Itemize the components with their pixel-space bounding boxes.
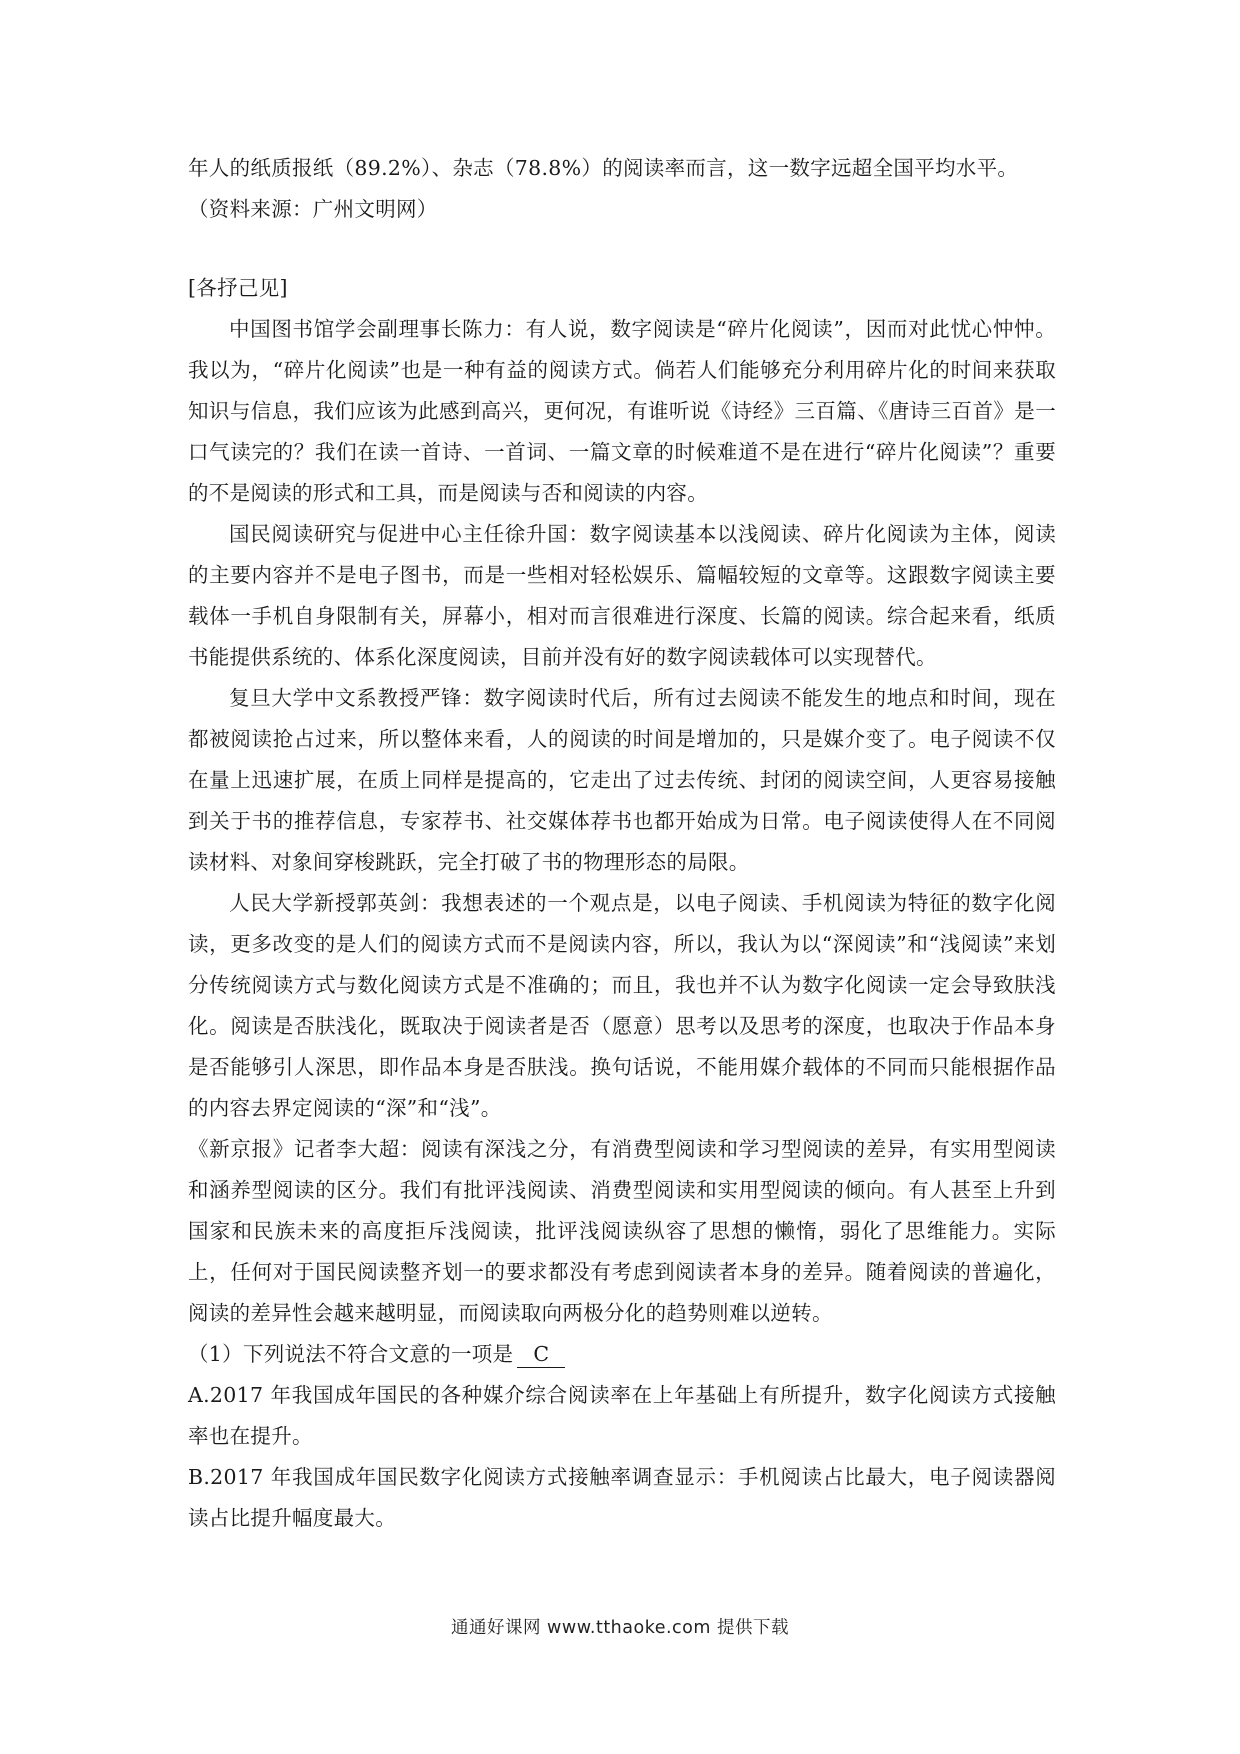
question-1 bbox=[188, 1334, 1056, 1375]
option-a: A.2017 年我国成年国民的各种媒介综合阅读率在上年基础上有所提升，数字化阅读方式接触率也在提升。 bbox=[188, 1383, 1056, 1448]
paragraph-li-dachao: 《新京报》记者李大超：阅读有深浅之分，有消费型阅读和学习型阅读的差异，有实用型阅读和涵养型阅读的区分。我们有批评浅阅读、消费型阅读和实用型阅读的倾向。有人甚至上升到国家和民族未来的高度拒斥浅阅读，批评浅阅读纵容了思想的懒惰，弱化了思维能力。实际上，任何对于国民阅读整齐划一的要求都没有考虑到阅读者本身的差异。随着阅读的普遍化，阅读的差异性会越来越明显，而阅读取向两极分化的趋势则难以逆转。 bbox=[188, 1137, 1056, 1325]
section-heading: [各抒己见] bbox=[188, 276, 288, 300]
page-footer: 通通好课网 www.tthaoke.com 提供下载 bbox=[451, 1618, 789, 1638]
intro-line: 年人的纸质报纸（89.2%）、杂志（78.8%）的阅读率而言，这一数字远超全国平均水平。 bbox=[188, 156, 1019, 180]
source-note: （资料来源：广州文明网） bbox=[188, 197, 438, 221]
section-spacer bbox=[188, 230, 1056, 268]
question-prompt: （1）下列说法不符合文意的一项是 bbox=[188, 1342, 514, 1366]
question-answer: C bbox=[517, 1341, 565, 1368]
document-body bbox=[188, 148, 1056, 1539]
option-b: B.2017 年我国成年国民数字化阅读方式接触率调查显示：手机阅读占比最大，电子阅读器阅读占比提升幅度最大。 bbox=[188, 1465, 1056, 1530]
paragraph-xu-shengguo: 国民阅读研究与促进中心主任徐升国：数字阅读基本以浅阅读、碎片化阅读为主体，阅读的主要内容并不是电子图书，而是一些相对轻松娱乐、篇幅较短的文章等。这跟数字阅读主要载体一手机自身限制有关，屏幕小，相对而言很难进行深度、长篇的阅读。综合起来看，纸质书能提供系统的、体系化深度阅读，目前并没有好的数字阅读载体可以实现替代。 bbox=[188, 522, 1056, 669]
paragraph-chen-li: 中国图书馆学会副理事长陈力：有人说，数字阅读是“碎片化阅读”，因而对此忧心忡忡。我以为，“碎片化阅读”也是一种有益的阅读方式。倘若人们能够充分利用碎片化的时间来获取知识与信息，我们应该为此感到高兴，更何况，有谁听说《诗经》三百篇、《唐诗三百首》是一口气读完的？我们在读一首诗、一首词、一篇文章的时候难道不是在进行“碎片化阅读”？重要的不是阅读的形式和工具，而是阅读与否和阅读的内容。 bbox=[188, 317, 1056, 505]
paragraph-guo-yingjian: 人民大学新授郭英剑：我想表述的一个观点是，以电子阅读、手机阅读为特征的数字化阅读，更多改变的是人们的阅读方式而不是阅读内容，所以，我认为以“深阅读”和“浅阅读”来划分传统阅读方式与数化阅读方式是不准确的；而且，我也并不认为数字化阅读一定会导致肤浅化。阅读是否肤浅化，既取决于阅读者是否（愿意）思考以及思考的深度，也取决于作品本身是否能够引人深思，即作品本身是否肤浅。换句话说，不能用媒介载体的不同而只能根据作品的内容去界定阅读的“深”和“浅”。 bbox=[188, 891, 1056, 1120]
paragraph-yan-feng: 复旦大学中文系教授严锋：数字阅读时代后，所有过去阅读不能发生的地点和时间，现在都被阅读抢占过来，所以整体来看，人的阅读的时间是增加的，只是媒介变了。电子阅读不仅在量上迅速扩展，在质上同样是提高的，它走出了过去传统、封闭的阅读空间，人更容易接触到关于书的推荐信息，专家荐书、社交媒体荐书也都开始成为日常。电子阅读使得人在不同阅读材料、对象间穿梭跳跃，完全打破了书的物理形态的局限。 bbox=[188, 686, 1056, 874]
